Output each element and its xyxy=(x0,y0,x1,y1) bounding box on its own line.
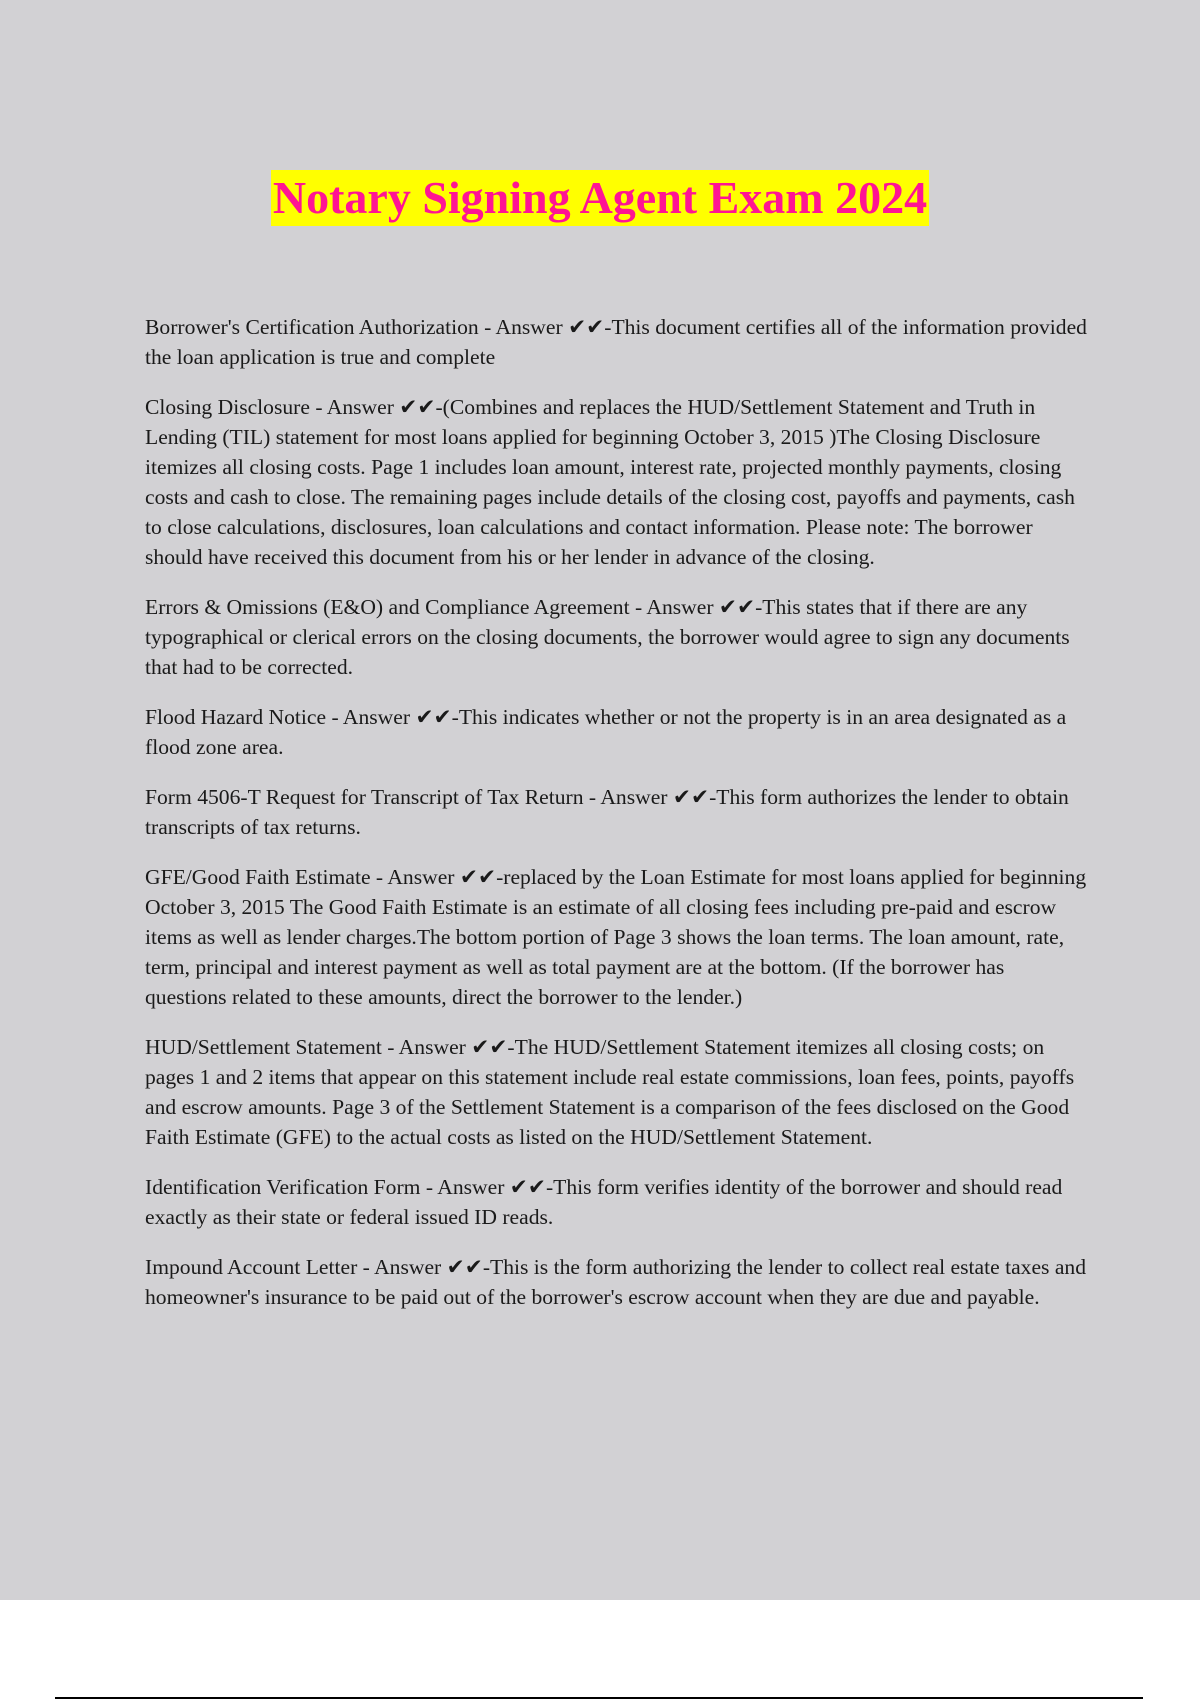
entry-form-4506t: Form 4506-T Request for Transcript of Tax Return - Answer ✔✔-This form authorizes the lender to obtain transcripts of tax returns. xyxy=(145,785,1069,839)
entry-identification-verification: Identification Verification Form - Answer ✔✔-This form verifies identity of the borrower and should read exactly as their state or federal issued ID reads. xyxy=(145,1175,1063,1229)
footer-divider xyxy=(55,1697,1143,1699)
title-container xyxy=(0,170,1200,226)
entry-closing-disclosure: Closing Disclosure - Answer ✔✔-(Combines and replaces the HUD/Settlement Statement and Truth in Lending (TIL) statement for most loans applied for beginning October 3, 2015 )The Closing Disclosure itemizes all closing costs. Page 1 includes loan amount, interest rate, projected monthly payments, closing costs and cash to close. The remaining pages include details of the closing cost, payoffs and payments, cash to close calculations, disclosures, loan calculations and contact information. Please note: The borrower should have received this document from his or her lender in advance of the closing. xyxy=(145,395,1075,569)
entry-flood-hazard-notice: Flood Hazard Notice - Answer ✔✔-This indicates whether or not the property is in an area designated as a flood zone area. xyxy=(145,705,1067,759)
document-body xyxy=(145,312,1090,1332)
entry-borrowers-certification: Borrower's Certification Authorization - Answer ✔✔-This document certifies all of the information provided the loan application is true and complete xyxy=(145,315,1087,369)
entry-good-faith-estimate: GFE/Good Faith Estimate - Answer ✔✔-replaced by the Loan Estimate for most loans applied for beginning October 3, 2015 The Good Faith Estimate is an estimate of all closing fees including pre-paid and escrow items as well as lender charges.The bottom portion of Page 3 shows the loan terms. The loan amount, rate, term, principal and interest payment as well as total payment are at the bottom. (If the borrower has questions related to these amounts, direct the borrower to the lender.) xyxy=(145,865,1087,1009)
entry-impound-account-letter: Impound Account Letter - Answer ✔✔-This is the form authorizing the lender to collect real estate taxes and homeowner's insurance to be paid out of the borrower's escrow account when they are due and payable. xyxy=(145,1255,1087,1309)
document-title: Notary Signing Agent Exam 2024 xyxy=(271,170,929,226)
entry-hud-settlement-statement: HUD/Settlement Statement - Answer ✔✔-The HUD/Settlement Statement itemizes all closing costs; on pages 1 and 2 items that appear on this statement include real estate commissions, loan fees, points, payoffs and escrow amounts. Page 3 of the Settlement Statement is a comparison of the fees disclosed on the Good Faith Estimate (GFE) to the actual costs as listed on the HUD/Settlement Statement. xyxy=(145,1035,1075,1149)
entry-errors-omissions: Errors & Omissions (E&O) and Compliance Agreement - Answer ✔✔-This states that if there are any typographical or clerical errors on the closing documents, the borrower would agree to sign any documents that had to be corrected. xyxy=(145,595,1070,679)
